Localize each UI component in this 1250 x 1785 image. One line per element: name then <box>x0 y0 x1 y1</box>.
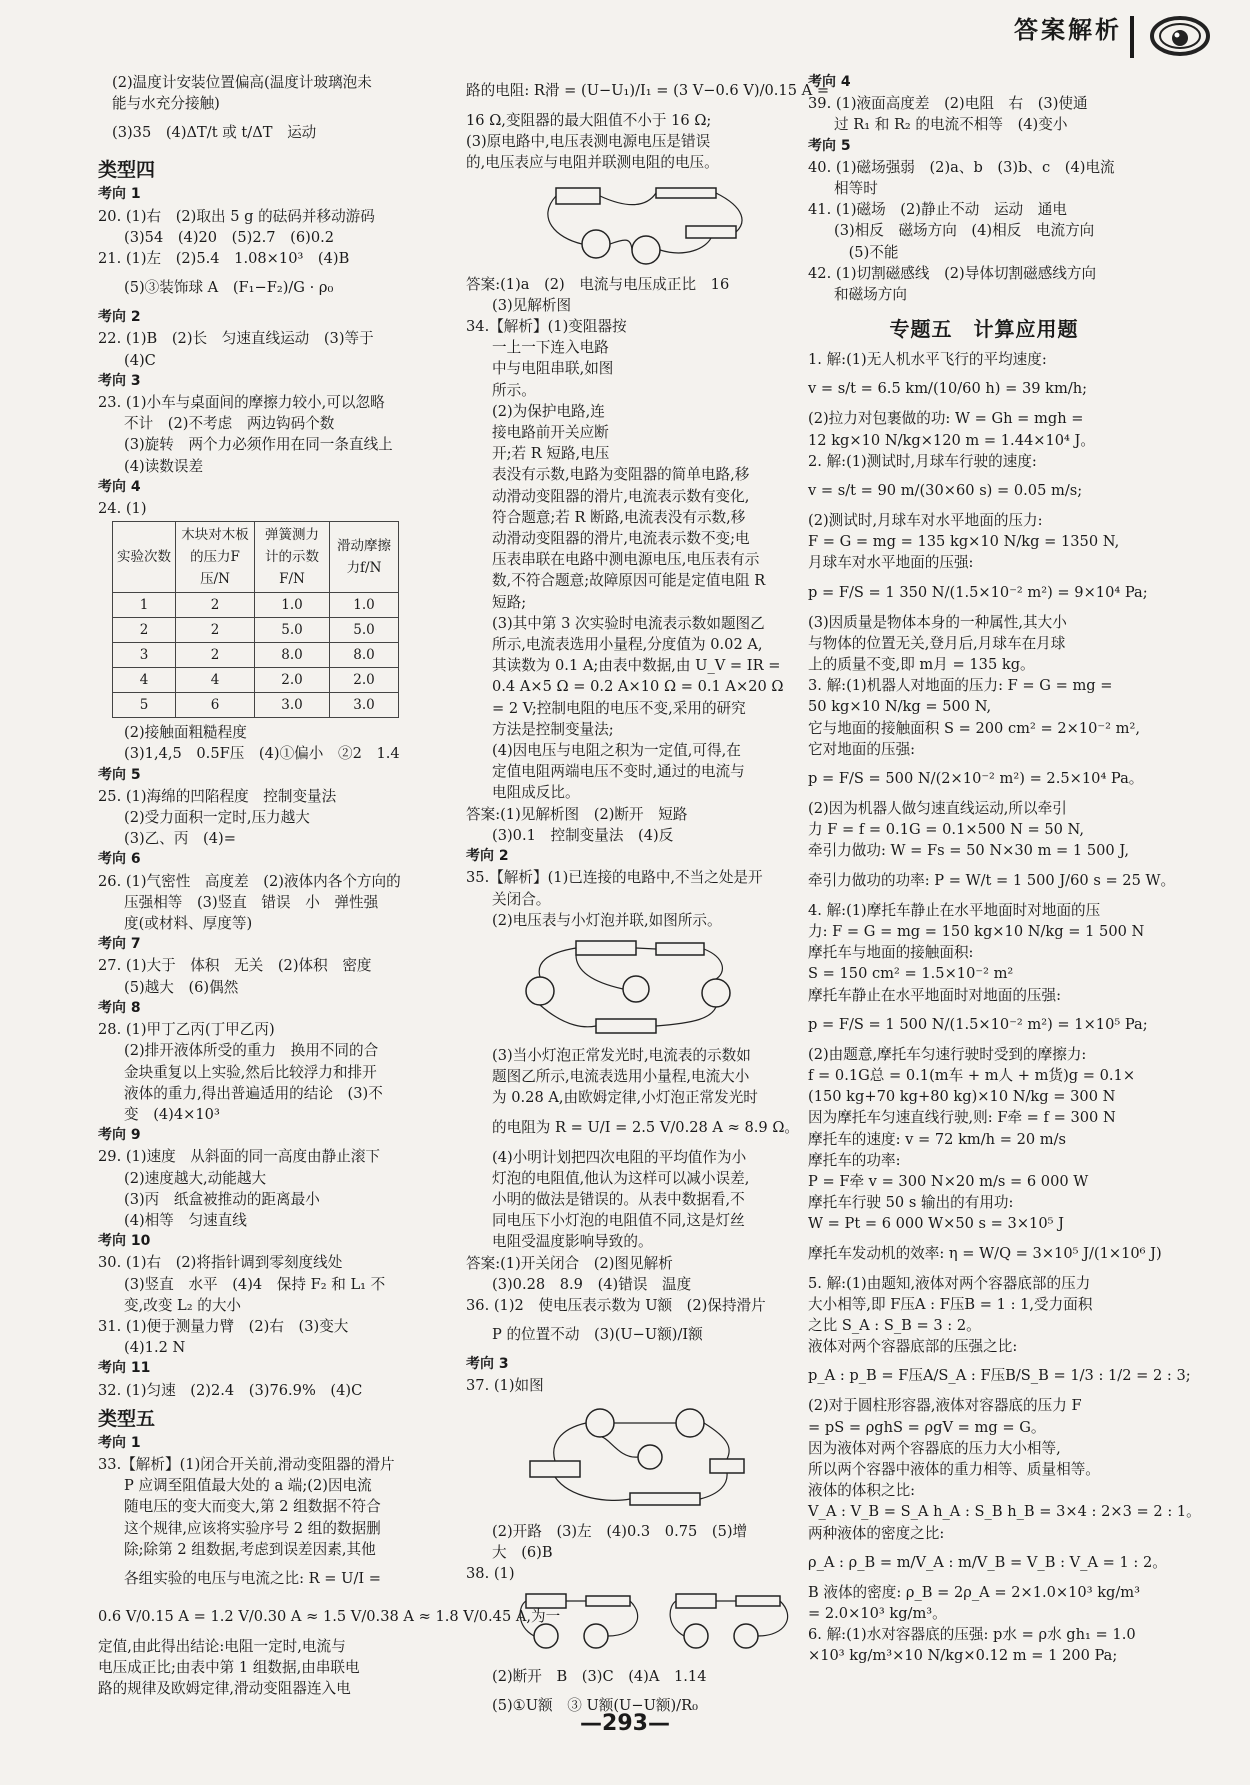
table-cell: 2 <box>113 618 176 643</box>
text-line: 的电阻为 R = U/I = 2.5 V/0.28 A ≈ 8.9 Ω。 <box>492 1118 800 1136</box>
text-line: P 的位置不动 (3)(U−U额)/I额 <box>492 1326 703 1344</box>
table-cell: 3 <box>113 643 176 668</box>
table-header-cell: 滑动摩擦力f/N <box>330 522 399 593</box>
text-line: 考向 6 <box>98 851 141 868</box>
table-cell: 1.0 <box>330 593 399 618</box>
text-line: 考向 3 <box>466 1356 509 1373</box>
text-line: 摩托车的功率: <box>808 1151 901 1169</box>
text-line: 符合题意;若 R 断路,电流表没有示数,移 <box>492 508 746 526</box>
text-line: (3)乙、丙 (4)= <box>124 830 236 848</box>
text-line: 一上一下连入电路 <box>492 339 609 357</box>
table-24 <box>112 521 399 718</box>
text-line: S = 150 cm² = 1.5×10⁻² m² <box>808 965 1014 983</box>
text-line: 力 F = f = 0.1G = 0.1×500 N = 50 N, <box>808 821 1085 839</box>
text-line: 4. 解:(1)摩托车静止在水平地面时对地面的压 <box>808 901 1101 919</box>
table-cell: 8.0 <box>255 643 330 668</box>
text-line: 之比 S_A : S_B = 3 : 2。 <box>808 1316 981 1334</box>
text-line: (5)越大 (6)偶然 <box>124 978 239 996</box>
col2d-lines <box>466 1521 806 1585</box>
text-line: 考向 5 <box>808 137 851 154</box>
text-line: (3)0.28 8.9 (4)错误 温度 <box>492 1275 692 1293</box>
text-line: 24. (1) <box>98 500 147 518</box>
text-line: 23. (1)小车与桌面间的摩擦力较小,可以忽略 <box>98 394 385 412</box>
text-line: 30. (1)右 (2)将指针调到零刻度线处 <box>98 1254 343 1272</box>
col2b-lines <box>466 274 806 931</box>
text-line: (3)其中第 3 次实验时电流表示数如题图乙 <box>492 614 765 632</box>
text-line: (5)①U额 ③ U额(U−U额)/R₀ <box>492 1697 698 1715</box>
page-number-text: 293 <box>602 1711 648 1736</box>
text-line: 同电压下小灯泡的电阻值不同,这是灯丝 <box>492 1212 745 1230</box>
text-line: 摩托车行驶 50 s 输出的有用功: <box>808 1194 1014 1212</box>
text-line: 39. (1)液面高度差 (2)电阻 右 (3)使通 <box>808 95 1088 113</box>
text-line: p = F/S = 1 500 N/(1.5×10⁻² m²) = 1×10⁵ Pa; <box>808 1015 1148 1033</box>
table-cell: 5 <box>113 693 176 718</box>
table-header-cell: 木块对木板的压力F压/N <box>176 522 255 593</box>
text-line: 22. (1)B (2)长 匀速直线运动 (3)等于 <box>98 330 374 348</box>
text-line: (2)电压表与小灯泡并联,如图所示。 <box>492 911 722 929</box>
page-number: —293— <box>580 1711 670 1736</box>
table-row <box>113 643 399 668</box>
table-cell: 6 <box>176 693 255 718</box>
text-line: 因为液体对两个容器底的压力大小相等, <box>808 1439 1061 1457</box>
col2c-lines <box>466 1045 806 1397</box>
text-line: 度(或材料、厚度等) <box>124 915 253 933</box>
column-3 <box>808 72 1201 1667</box>
text-line: 变 (4)4×10³ <box>124 1105 220 1123</box>
text-line: 考向 1 <box>98 1434 141 1451</box>
text-line: 考向 2 <box>466 848 509 865</box>
text-line: (2)为保护电路,连 <box>492 402 605 420</box>
text-line: 牵引力做功的功率: P = W/t = 1 500 J/60 s = 25 W。 <box>808 871 1176 889</box>
text-line: 所示。 <box>492 381 536 399</box>
text-line: 表没有示数,电路为变阻器的简单电路,移 <box>492 466 750 484</box>
text-line: 电阻成反比。 <box>492 784 580 802</box>
text-line: (3)当小灯泡正常发光时,电流表的示数如 <box>492 1046 751 1064</box>
text-line: 16 Ω,变阻器的最大阻值不小于 16 Ω; <box>466 112 712 129</box>
text-line: 小明的做法是错误的。从表中数据看,不 <box>492 1190 745 1208</box>
text-line: 关闭合。 <box>492 890 551 908</box>
text-line: (4)相等 匀速直线 <box>124 1211 247 1229</box>
text-line: 各组实验的电压与电流之比: R = U/I = <box>124 1569 382 1587</box>
table-cell: 4 <box>113 668 176 693</box>
text-line: (2)因为机器人做匀速直线运动,所以牵引 <box>808 800 1067 818</box>
text-line: 其读数为 0.1 A;由表中数据,由 U_V = IR = <box>492 657 781 675</box>
text-line: 液体的体积之比: <box>808 1482 916 1500</box>
text-line: 28. (1)甲丁乙丙(丁甲乙丙) <box>98 1021 275 1039</box>
table-header-cell: 实验次数 <box>113 522 176 593</box>
text-line: (3)54 (4)20 (5)2.7 (6)0.2 <box>124 228 335 246</box>
text-line: 0.4 A×5 Ω = 0.2 A×10 Ω = 0.1 A×20 Ω <box>492 678 784 696</box>
text-line: (2)开路 (3)左 (4)0.3 0.75 (5)增 <box>492 1522 748 1540</box>
text-line: 压表串联在电路中测电源电压,电压表有示 <box>492 551 760 569</box>
text-line: f = 0.1G总 = 0.1(m车 + m人 + m货)g = 0.1× <box>808 1066 1136 1084</box>
text-line: 题图乙所示,电流表选用小量程,电流大小 <box>492 1068 750 1086</box>
text-line: 考向 4 <box>808 74 851 90</box>
text-line: (2)排开液体所受的重力 换用不同的合 <box>124 1042 379 1060</box>
text-line: = pS = ρghS = ρgV = mg = G。 <box>808 1418 1046 1436</box>
text-line: 摩托车与地面的接触面积: <box>808 944 974 962</box>
text-line: V_A : V_B = S_A h_A : S_B h_B = 3×4 : 2×3 = 2 : 1。 <box>808 1503 1201 1521</box>
table-row <box>113 618 399 643</box>
text-line: 短路; <box>492 593 527 611</box>
text-line: 所以两个容器中液体的重力相等、质量相等。 <box>808 1460 1100 1478</box>
text-line: 20. (1)右 (2)取出 5 g 的砝码并移动游码 <box>98 207 375 225</box>
text-line: 32. (1)匀速 (2)2.4 (3)76.9% (4)C <box>98 1381 363 1399</box>
circuit-diagram-37 <box>510 1399 770 1519</box>
text-line: 29. (1)速度 从斜面的同一高度由静止滚下 <box>98 1148 381 1166</box>
text-line: 答案:(1)a (2) 电流与电压成正比 16 <box>466 275 730 293</box>
text-line: 6. 解:(1)水对容器底的压强: p水 = ρ水 gh₁ = 1.0 <box>808 1626 1136 1644</box>
text-line: 31. (1)便于测量力臂 (2)右 (3)变大 <box>98 1317 349 1335</box>
text-line: 中与电阻串联,如图 <box>492 360 614 378</box>
table-row <box>113 593 399 618</box>
text-line: 考向 7 <box>98 936 141 953</box>
text-line: 力: F = G = mg = 150 kg×10 N/kg = 1 500 N <box>808 922 1145 940</box>
text-line: P = F牵 v = 300 N×20 m/s = 6 000 W <box>808 1172 1089 1190</box>
text-line: = 2.0×10³ kg/m³。 <box>808 1604 947 1622</box>
text-line: 25. (1)海绵的凹陷程度 控制变量法 <box>98 787 337 805</box>
text-line: 1. 解:(1)无人机水平飞行的平均速度: <box>808 351 1047 369</box>
table-cell: 1.0 <box>255 593 330 618</box>
text-line: 除;除第 2 组数据,考虑到误差因素,其他 <box>124 1540 376 1558</box>
text-line: 答案:(1)开关闭合 (2)图见解析 <box>466 1254 673 1272</box>
text-line: 类型五 <box>98 1407 156 1430</box>
text-line: 考向 8 <box>98 999 141 1016</box>
text-line: (4)读数误差 <box>124 457 204 475</box>
text-line: 上的质量不变,即 m月 = 135 kg。 <box>808 656 1035 674</box>
text-line: 压强相等 (3)竖直 错误 小 弹性强 <box>124 893 379 911</box>
text-line: 考向 1 <box>98 186 141 203</box>
text-line: (5)③装饰球 A (F₁−F₂)/G · ρ₀ <box>124 279 334 297</box>
page-header <box>0 0 1250 62</box>
circuit-diagram-33 <box>536 178 756 274</box>
table-cell: 2 <box>176 593 255 618</box>
text-line: (3)见解析图 <box>492 296 572 314</box>
text-line: 考向 10 <box>98 1233 151 1250</box>
text-line: 的,电压表应与电阻并联测电阻的电压。 <box>466 154 719 172</box>
text-line: 考向 11 <box>98 1360 151 1377</box>
table-row <box>113 693 399 718</box>
text-line: 摩托车发动机的效率: η = W/Q = 3×10⁵ J/(1×10⁶ J) <box>808 1244 1162 1262</box>
table-cell: 5.0 <box>255 618 330 643</box>
table-cell: 8.0 <box>330 643 399 668</box>
col3-lines <box>808 72 1201 1667</box>
text-line: (2)速度越大,动能越大 <box>124 1169 267 1187</box>
text-line: 因为摩托车匀速直线行驶,则: F牵 = f = 300 N <box>808 1109 1116 1127</box>
text-line: 方法是控制变量法; <box>492 720 614 738</box>
text-line: 这个规律,应该将实验序号 2 组的数据删 <box>124 1519 381 1537</box>
table-header-cell: 弹簧测力计的示数F/N <box>255 522 330 593</box>
text-line: ×10³ kg/m³×10 N/kg×0.12 m = 1 200 Pa; <box>808 1647 1118 1665</box>
text-line: p = F/S = 500 N/(2×10⁻² m²) = 2.5×10⁴ Pa。 <box>808 770 1144 788</box>
circuit-diagram-38 <box>506 1586 806 1664</box>
text-line: (3)0.1 控制变量法 (4)反 <box>492 826 674 844</box>
text-line: 37. (1)如图 <box>466 1377 544 1395</box>
table-cell: 2.0 <box>255 668 330 693</box>
text-line: 12 kg×10 N/kg×120 m = 1.44×10⁴ J。 <box>808 431 1095 449</box>
table-cell: 2 <box>176 618 255 643</box>
text-line: 动滑动变阻器的滑片,电流表示数有变化, <box>492 487 750 505</box>
text-line: 2. 解:(1)测试时,月球车行驶的速度: <box>808 452 1037 470</box>
table-cell: 2.0 <box>330 668 399 693</box>
text-line: 摩托车的速度: v = 72 km/h = 20 m/s <box>808 1130 1067 1148</box>
text-line: (4)小明计划把四次电阻的平均值作为小 <box>492 1148 747 1166</box>
text-line: 灯泡的电阻值,他认为这样可以减小误差, <box>492 1169 750 1187</box>
text-line: 动滑动变阻器的滑片,电流表示数不变;电 <box>492 530 750 548</box>
text-line: p_A : p_B = F压A/S_A : F压B/S_B = 1/3 : 1/2 = 2 : 3; <box>808 1367 1191 1385</box>
text-line: (2)由题意,摩托车匀速行驶时受到的摩擦力: <box>808 1045 1087 1063</box>
text-line: (2)对于圆柱形容器,液体对容器底的压力 F <box>808 1397 1082 1415</box>
eye-logo-icon <box>1148 14 1212 58</box>
table-header-row <box>113 522 399 593</box>
table-cell: 3.0 <box>255 693 330 718</box>
text-line: 类型四 <box>98 159 156 182</box>
text-line: 41. (1)磁场 (2)静止不动 运动 通电 <box>808 201 1067 219</box>
text-line: 开;若 R 短路,电压 <box>492 445 610 463</box>
col1-lines <box>98 72 442 519</box>
text-line: (4)C <box>124 351 156 369</box>
text-line: 3. 解:(1)机器人对地面的压力: F = G = mg = <box>808 677 1113 695</box>
text-line: (3)原电路中,电压表测电源电压是错误 <box>466 133 711 151</box>
text-line: 过 R₁ 和 R₂ 的电流不相等 (4)变小 <box>834 116 1068 134</box>
table-body <box>113 593 399 718</box>
text-line: (3)丙 纸盒被推动的距离最小 <box>124 1190 320 1208</box>
text-line: 能与水充分接触) <box>112 95 220 113</box>
text-line: (4)因电压与电阻之积为一定值,可得,在 <box>492 742 741 760</box>
text-line: (3)相反 磁场方向 (4)相反 电流方向 <box>834 222 1095 240</box>
text-line: F = G = mg = 135 kg×10 N/kg = 1350 N, <box>808 533 1120 551</box>
text-line: W = Pt = 6 000 W×50 s = 3×10⁵ J <box>808 1215 1064 1233</box>
text-line: (2)断开 B (3)C (4)A 1.14 <box>492 1668 707 1686</box>
text-line: 变,改变 L₂ 的大小 <box>124 1296 242 1314</box>
text-line: 38. (1) <box>466 1564 515 1582</box>
text-line: ρ_A : ρ_B = m/V_A : m/V_B = V_B : V_A = 1 : 2。 <box>808 1553 1167 1571</box>
text-line: 42. (1)切割磁感线 (2)导体切割磁感线方向 <box>808 264 1097 282</box>
circuit-diagram-35 <box>506 933 766 1043</box>
text-line: 接电路前开关应断 <box>492 424 609 442</box>
table-cell: 4 <box>176 668 255 693</box>
text-line: 相等时 <box>834 180 878 198</box>
text-line: P 应调至阻值最大处的 a 端;(2)因电流 <box>124 1477 372 1495</box>
header-title: 答案解析 <box>1014 16 1122 44</box>
text-line: 答案:(1)见解析图 (2)断开 短路 <box>466 805 688 823</box>
text-line: 定值,由此得出结论:电阻一定时,电流与 <box>98 1637 346 1655</box>
text-line: 电压成正比;由表中第 1 组数据,由串联电 <box>98 1659 360 1677</box>
text-line: v = s/t = 6.5 km/(10/60 h) = 39 km/h; <box>808 380 1088 398</box>
text-line: (2)受力面积一定时,压力越大 <box>124 809 310 827</box>
text-line: p = F/S = 1 350 N/(1.5×10⁻² m²) = 9×10⁴ Pa; <box>808 583 1148 601</box>
text-line: 考向 9 <box>98 1127 141 1144</box>
text-line: 35.【解析】(1)已连接的电路中,不当之处是开 <box>466 869 763 887</box>
text-line: B 液体的密度: ρ_B = 2ρ_A = 2×1.0×10³ kg/m³ <box>808 1583 1141 1601</box>
text-line: 它与地面的接触面积 S = 200 cm² = 2×10⁻² m², <box>808 719 1140 737</box>
text-line: 为 0.28 A,由欧姆定律,小灯泡正常发光时 <box>492 1089 758 1107</box>
text-line: 考向 4 <box>98 478 141 495</box>
text-line: (2)接触面粗糙程度 <box>124 724 247 742</box>
text-line: 34.【解析】(1)变阻器按 <box>466 318 627 336</box>
text-line: 考向 2 <box>98 309 141 326</box>
text-line: 两种液体的密度之比: <box>808 1524 945 1542</box>
text-line: 40. (1)磁场强弱 (2)a、b (3)b、c (4)电流 <box>808 158 1115 176</box>
text-line: 定值电阻两端电压不变时,通过的电流与 <box>492 763 745 781</box>
text-line: 考向 5 <box>98 766 141 783</box>
text-line: 与物体的位置无关,登月后,月球车在月球 <box>808 634 1066 652</box>
text-line: 路的规律及欧姆定律,滑动变阻器连入电 <box>98 1680 351 1698</box>
text-line: 大小相等,即 F压A : F压B = 1 : 1,受力面积 <box>808 1295 1093 1313</box>
text-line: 随电压的变大而变大,第 2 组数据不符合 <box>124 1498 381 1516</box>
text-line: 液体对两个容器底部的压强之比: <box>808 1338 1018 1356</box>
text-line: 所示,电流表选用小量程,分度值为 0.02 A, <box>492 636 763 654</box>
header-divider <box>1130 16 1134 58</box>
text-line: 月球车对水平地面的压强: <box>808 554 974 572</box>
text-line: 金块重复以上实验,然后比较浮力和排开 <box>124 1063 377 1081</box>
text-line: 0.6 V/0.15 A = 1.2 V/0.30 A ≈ 1.5 V/0.38 A ≈ 1.8 V/0.45 A,为一 <box>98 1607 561 1625</box>
text-line: 数,不符合题意;故障原因可能是定值电阻 R <box>492 572 766 590</box>
text-line: 它对地面的压强: <box>808 740 916 758</box>
text-line: 33.【解析】(1)闭合开关前,滑动变阻器的滑片 <box>98 1455 395 1473</box>
text-line: 专题五 计算应用题 <box>889 317 1079 342</box>
text-line: (3)竖直 水平 (4)4 保持 F₂ 和 L₁ 不 <box>124 1275 386 1293</box>
text-line: 液体的重力,得出普遍适用的结论 (3)不 <box>124 1084 383 1102</box>
table-cell: 5.0 <box>330 618 399 643</box>
table-cell: 2 <box>176 643 255 668</box>
text-line: 大 (6)B <box>492 1543 553 1561</box>
text-line: 摩托车静止在水平地面时对地面的压强: <box>808 986 1062 1004</box>
text-line: 50 kg×10 N/kg = 500 N, <box>808 698 992 716</box>
text-line: 和磁场方向 <box>834 286 907 304</box>
text-line: 26. (1)气密性 高度差 (2)液体内各个方向的 <box>98 872 401 890</box>
text-line: (3)1,4,5 0.5F压 (4)①偏小 ②2 1.4 <box>124 745 400 763</box>
text-line: (150 kg+70 kg+80 kg)×10 N/kg = 300 N <box>808 1088 1116 1106</box>
text-line: 考向 3 <box>98 372 141 389</box>
text-line: 21. (1)左 (2)5.4 1.08×10³ (4)B <box>98 250 350 268</box>
text-line: 电阻受温度影响导致的。 <box>492 1233 653 1251</box>
text-line: (5)不能 <box>834 243 899 261</box>
text-line: = 2 V;控制电阻的电压不变,采用的研究 <box>492 699 746 717</box>
text-line: (3)35 (4)ΔT/t 或 t/ΔT 运动 <box>112 124 317 142</box>
text-line: 27. (1)大于 体积 无关 (2)体积 密度 <box>98 957 372 975</box>
text-line: (2)拉力对包裹做的功: W = Gh = mgh = <box>808 410 1084 428</box>
text-line: 路的电阻: R滑 = (U−U₁)/I₁ = (3 V−0.6 V)/0.15 A = <box>466 82 830 99</box>
table-row <box>113 668 399 693</box>
table-cell: 1 <box>113 593 176 618</box>
table-cell: 3.0 <box>330 693 399 718</box>
text-line: (4)1.2 N <box>124 1339 186 1357</box>
text-line: (3)旋转 两个力必须作用在同一条直线上 <box>124 436 393 454</box>
text-line: (2)测试时,月球车对水平地面的压力: <box>808 512 1043 530</box>
text-line: (3)因质量是物体本身的一种属性,其大小 <box>808 613 1067 631</box>
text-line: 牵引力做功: W = Fs = 50 N×30 m = 1 500 J, <box>808 842 1129 860</box>
text-line: 36. (1)2 使电压表示数为 U额 (2)保持滑片 <box>466 1296 766 1314</box>
text-line: 5. 解:(1)由题知,液体对两个容器底部的压力 <box>808 1274 1091 1292</box>
text-line: 不计 (2)不考虑 两边钩码个数 <box>124 415 335 433</box>
text-line: v = s/t = 90 m/(30×60 s) = 0.05 m/s; <box>808 482 1083 500</box>
text-line: (2)温度计安装位置偏高(温度计玻璃泡未 <box>112 74 372 91</box>
